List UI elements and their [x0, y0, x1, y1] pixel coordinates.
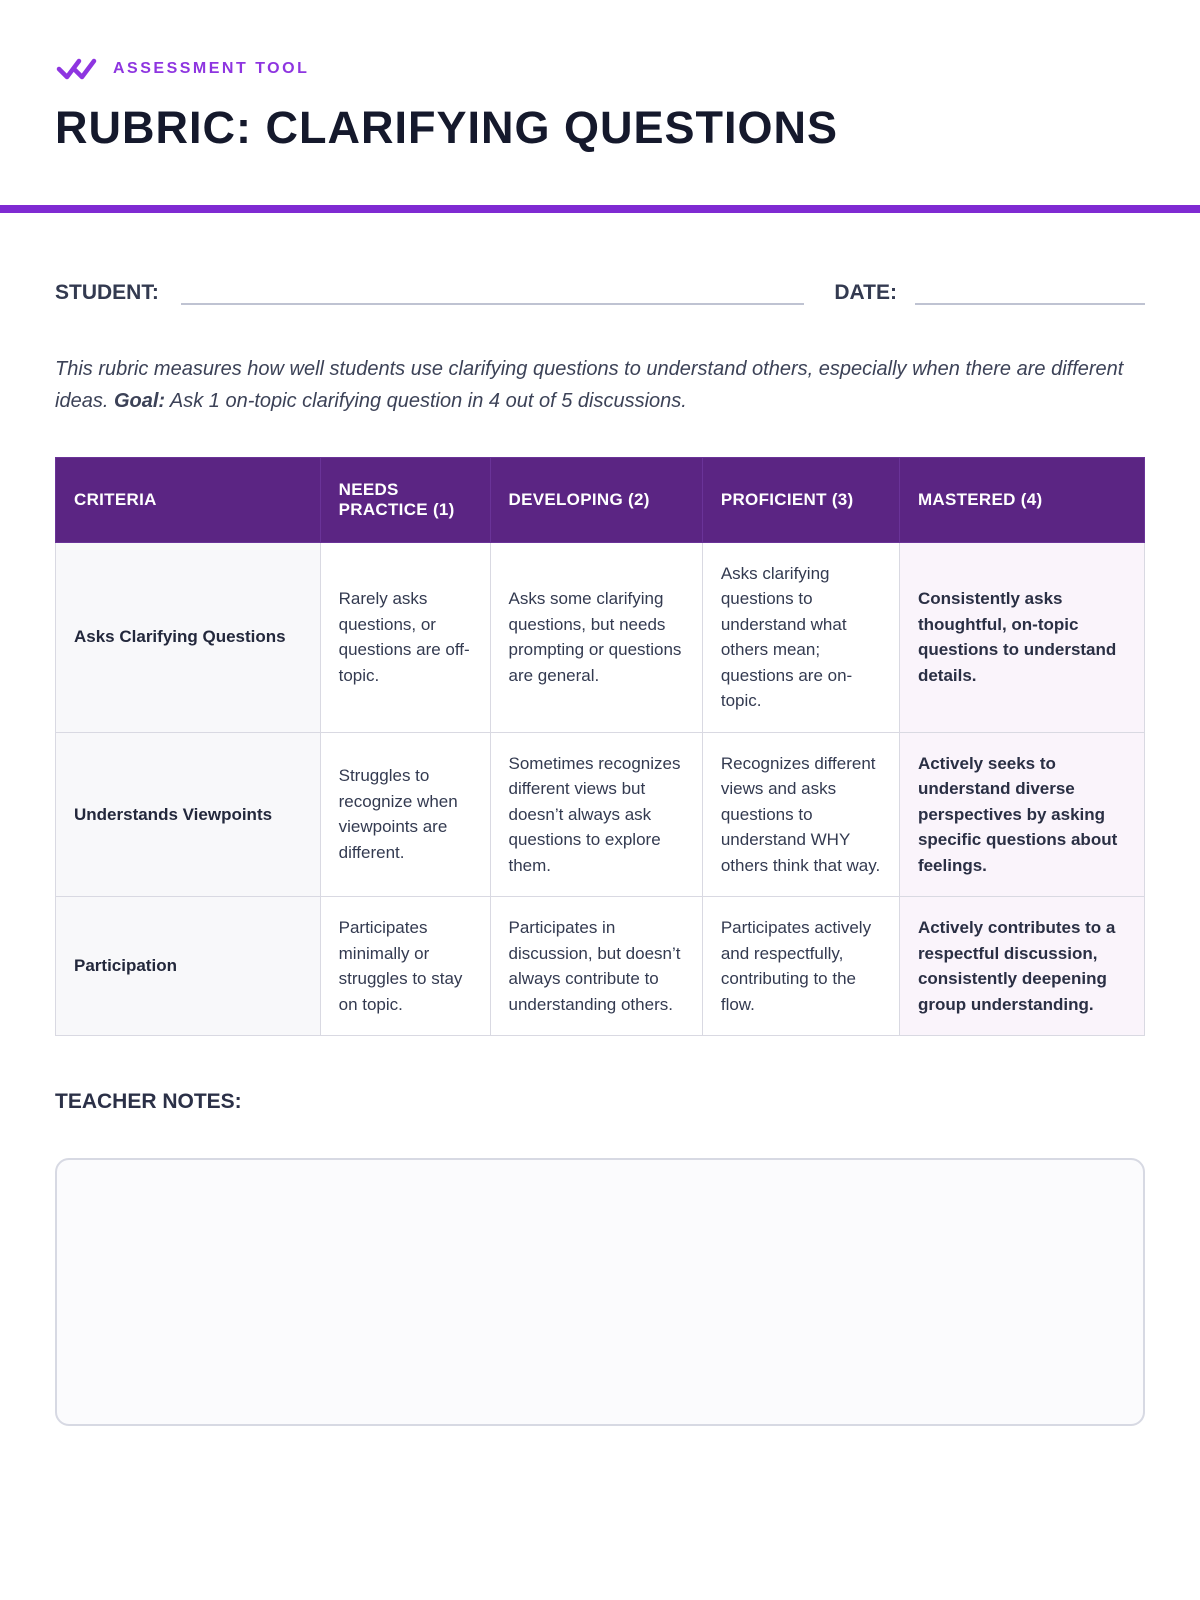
col-header-needs-practice: NEEDS PRACTICE (1): [320, 457, 490, 542]
goal-text: Ask 1 on-topic clarifying question in 4 out of 5 discussions.: [165, 389, 687, 412]
rubric-table-body: [56, 542, 1145, 1036]
mastered-cell: Actively seeks to understand diverse perspectives by asking specific questions about feelings.: [899, 732, 1144, 897]
student-date-row: [55, 279, 1145, 305]
page-title: RUBRIC: CLARIFYING QUESTIONS: [55, 102, 839, 153]
intro-paragraph: [55, 353, 1145, 417]
criteria-cell: Understands Viewpoints: [56, 732, 321, 897]
col-header-proficient: PROFICIENT (3): [702, 457, 899, 542]
goal-label: Goal:: [113, 389, 166, 412]
assessment-tool-badge: ASSESSMENT TOOL: [113, 60, 310, 77]
col-header-mastered: MASTERED (4): [899, 457, 1144, 542]
mastered-cell: Consistently asks thoughtful, on-topic questions to understand details.: [899, 542, 1144, 732]
header-row: [56, 457, 1145, 542]
needs-practice-cell: Struggles to recognize when viewpoints are different.: [320, 732, 490, 897]
teacher-notes-box[interactable]: [55, 1158, 1145, 1426]
date-input-line[interactable]: [915, 279, 1145, 305]
rubric-table: [55, 457, 1145, 1037]
rubric-table-header: [56, 457, 1145, 542]
doc-header: [0, 0, 1200, 153]
developing-cell: Participates in discussion, but doesn’t always contribute to understanding others.: [490, 897, 702, 1036]
needs-practice-cell: Rarely asks questions, or questions are off-topic.: [320, 542, 490, 732]
table-row-asks-clarifying-questions: [56, 542, 1145, 732]
content-area: [0, 279, 1200, 1427]
intro-description: This rubric measures how well students use clarifying questions to understand others, especially when there are different ideas.: [55, 357, 1124, 412]
col-header-criteria: CRITERIA: [56, 457, 321, 542]
developing-cell: Asks some clarifying questions, but needs prompting or questions are general.: [490, 542, 702, 732]
proficient-cell: Recognizes different views and asks questions to understand WHY others think that way.: [702, 732, 899, 897]
student-input-line[interactable]: [181, 279, 805, 305]
date-label: DATE:: [834, 280, 897, 304]
teacher-notes-label: TEACHER NOTES:: [55, 1090, 242, 1113]
proficient-cell: Participates actively and respectfully, contributing to the flow.: [702, 897, 899, 1036]
badge-row: [55, 55, 1145, 83]
student-label: STUDENT:: [55, 280, 159, 304]
accent-divider: [0, 205, 1200, 213]
criteria-cell: Participation: [56, 897, 321, 1036]
col-header-developing: DEVELOPING (2): [490, 457, 702, 542]
proficient-cell: Asks clarifying questions to understand what others mean; questions are on-topic.: [702, 542, 899, 732]
needs-practice-cell: Participates minimally or struggles to stay on topic.: [320, 897, 490, 1036]
table-row-understands-viewpoints: [56, 732, 1145, 897]
developing-cell: Sometimes recognizes different views but doesn’t always ask questions to explore them.: [490, 732, 702, 897]
criteria-cell: Asks Clarifying Questions: [56, 542, 321, 732]
double-check-icon: [55, 55, 97, 83]
table-row-participation: [56, 897, 1145, 1036]
mastered-cell: Actively contributes to a respectful discussion, consistently deepening group understanding.: [899, 897, 1144, 1036]
